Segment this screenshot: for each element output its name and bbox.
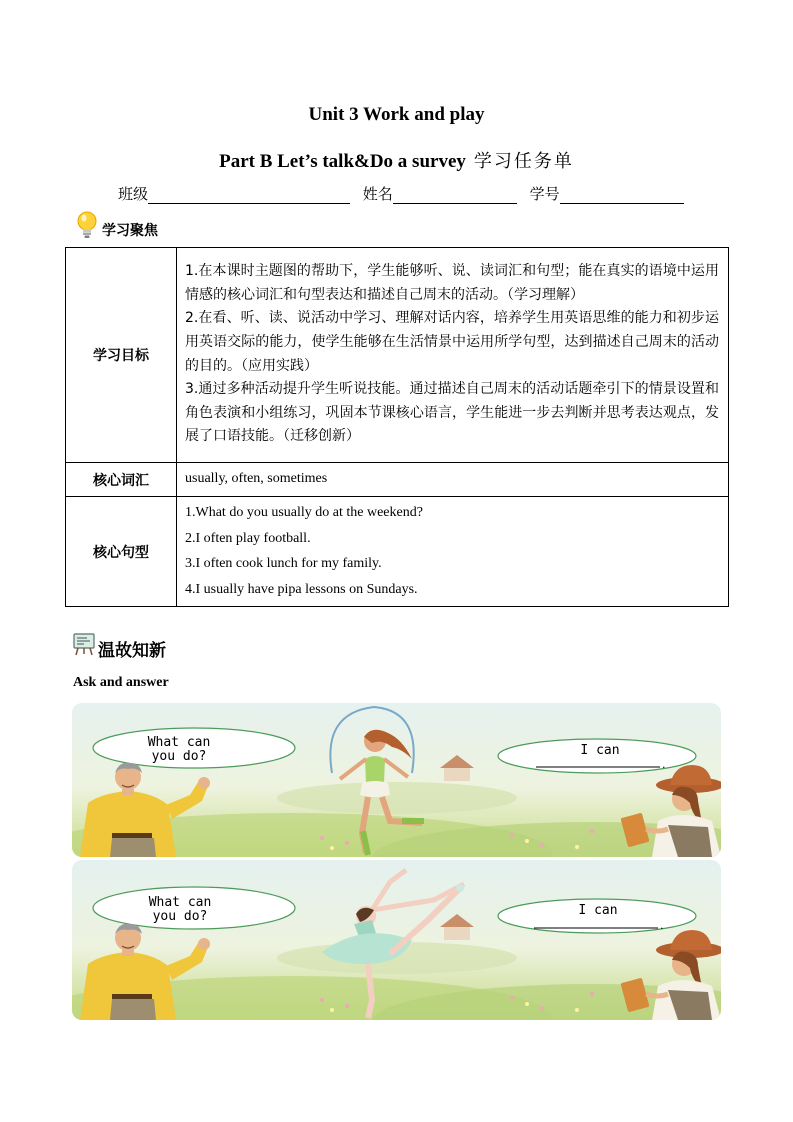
row-head-vocab: 核心词汇 bbox=[66, 463, 177, 497]
question-line-1: What can bbox=[147, 735, 211, 750]
name-blank[interactable] bbox=[393, 187, 517, 204]
name-label: 姓名 bbox=[362, 185, 393, 203]
goal-1: 1.在本课时主题图的帮助下，学生能够听、说、读词汇和句型；能在真实的语境中运用情感的核心词汇和句型表达和描述自己周末的活动。（学习理解） bbox=[185, 263, 719, 303]
ask-and-answer-heading: Ask and answer bbox=[73, 675, 169, 690]
class-label: 班级 bbox=[118, 185, 149, 203]
goal-3: 3.通过多种活动提升学生听说技能。通过描述自己周末的活动话题牵引下的情景设置和角色表演和小组练习，巩固本节课核心语言，学生能进一步去判断并思考表达观点，发展了口语技能。（迁移创新） bbox=[185, 381, 719, 445]
section-learning-focus bbox=[76, 210, 158, 244]
table-row bbox=[66, 463, 729, 497]
learning-goals-table bbox=[65, 247, 729, 607]
class-blank[interactable] bbox=[148, 187, 350, 204]
row-head-sentences: 核心句型 bbox=[66, 497, 177, 607]
number-label: 学号 bbox=[529, 185, 560, 203]
question-line-1: What can bbox=[148, 895, 212, 910]
document-subtitle bbox=[0, 147, 793, 173]
question-line-2: you do? bbox=[151, 749, 207, 764]
answer-prefix: I can bbox=[580, 743, 620, 758]
answer-suffix: . bbox=[662, 758, 666, 771]
sentence-3: 3.I often cook lunch for my family. bbox=[185, 556, 382, 572]
goals-cell bbox=[177, 248, 729, 463]
section-title: 温故知新 bbox=[98, 641, 166, 661]
sentences-cell bbox=[177, 497, 729, 607]
row-head-goals: 学习目标 bbox=[66, 248, 177, 463]
table-row bbox=[66, 248, 729, 463]
chalkboard-icon bbox=[73, 632, 95, 661]
student-info-line bbox=[118, 183, 692, 204]
dialogue-panel-jump-rope bbox=[72, 703, 721, 857]
answer-suffix: . bbox=[660, 919, 664, 932]
sentence-4: 4.I usually have pipa lessons on Sundays. bbox=[185, 581, 418, 597]
number-blank[interactable] bbox=[560, 187, 684, 204]
lightbulb-icon bbox=[76, 210, 98, 244]
question-line-2: you do? bbox=[152, 909, 208, 924]
document-title: Unit 3 Work and play bbox=[308, 104, 485, 125]
goal-2: 2.在看、听、读、说活动中学习、理解对话内容，培养学生用英语思维的能力和初步运用英语交际的能力，使学生能够在生活情景中运用所学句型，达到描述自己周末的活动的目的。（应用实践） bbox=[185, 310, 719, 374]
vocab-list: usually, often, sometimes bbox=[185, 471, 328, 487]
scene-illustration bbox=[72, 860, 721, 1020]
subtitle-cn: 学习任务单 bbox=[473, 151, 574, 172]
answer-prefix: I can bbox=[578, 903, 618, 918]
scene-illustration bbox=[72, 703, 721, 857]
subtitle-en: Part B Let’s talk&Do a survey bbox=[219, 151, 466, 172]
section-review bbox=[73, 632, 166, 661]
sentence-1: 1.What do you usually do at the weekend? bbox=[185, 505, 423, 520]
sentence-2: 2.I often play football. bbox=[185, 530, 311, 546]
dialogue-panel-ballet bbox=[72, 860, 721, 1020]
table-row bbox=[66, 497, 729, 607]
section-title: 学习聚焦 bbox=[102, 223, 158, 239]
